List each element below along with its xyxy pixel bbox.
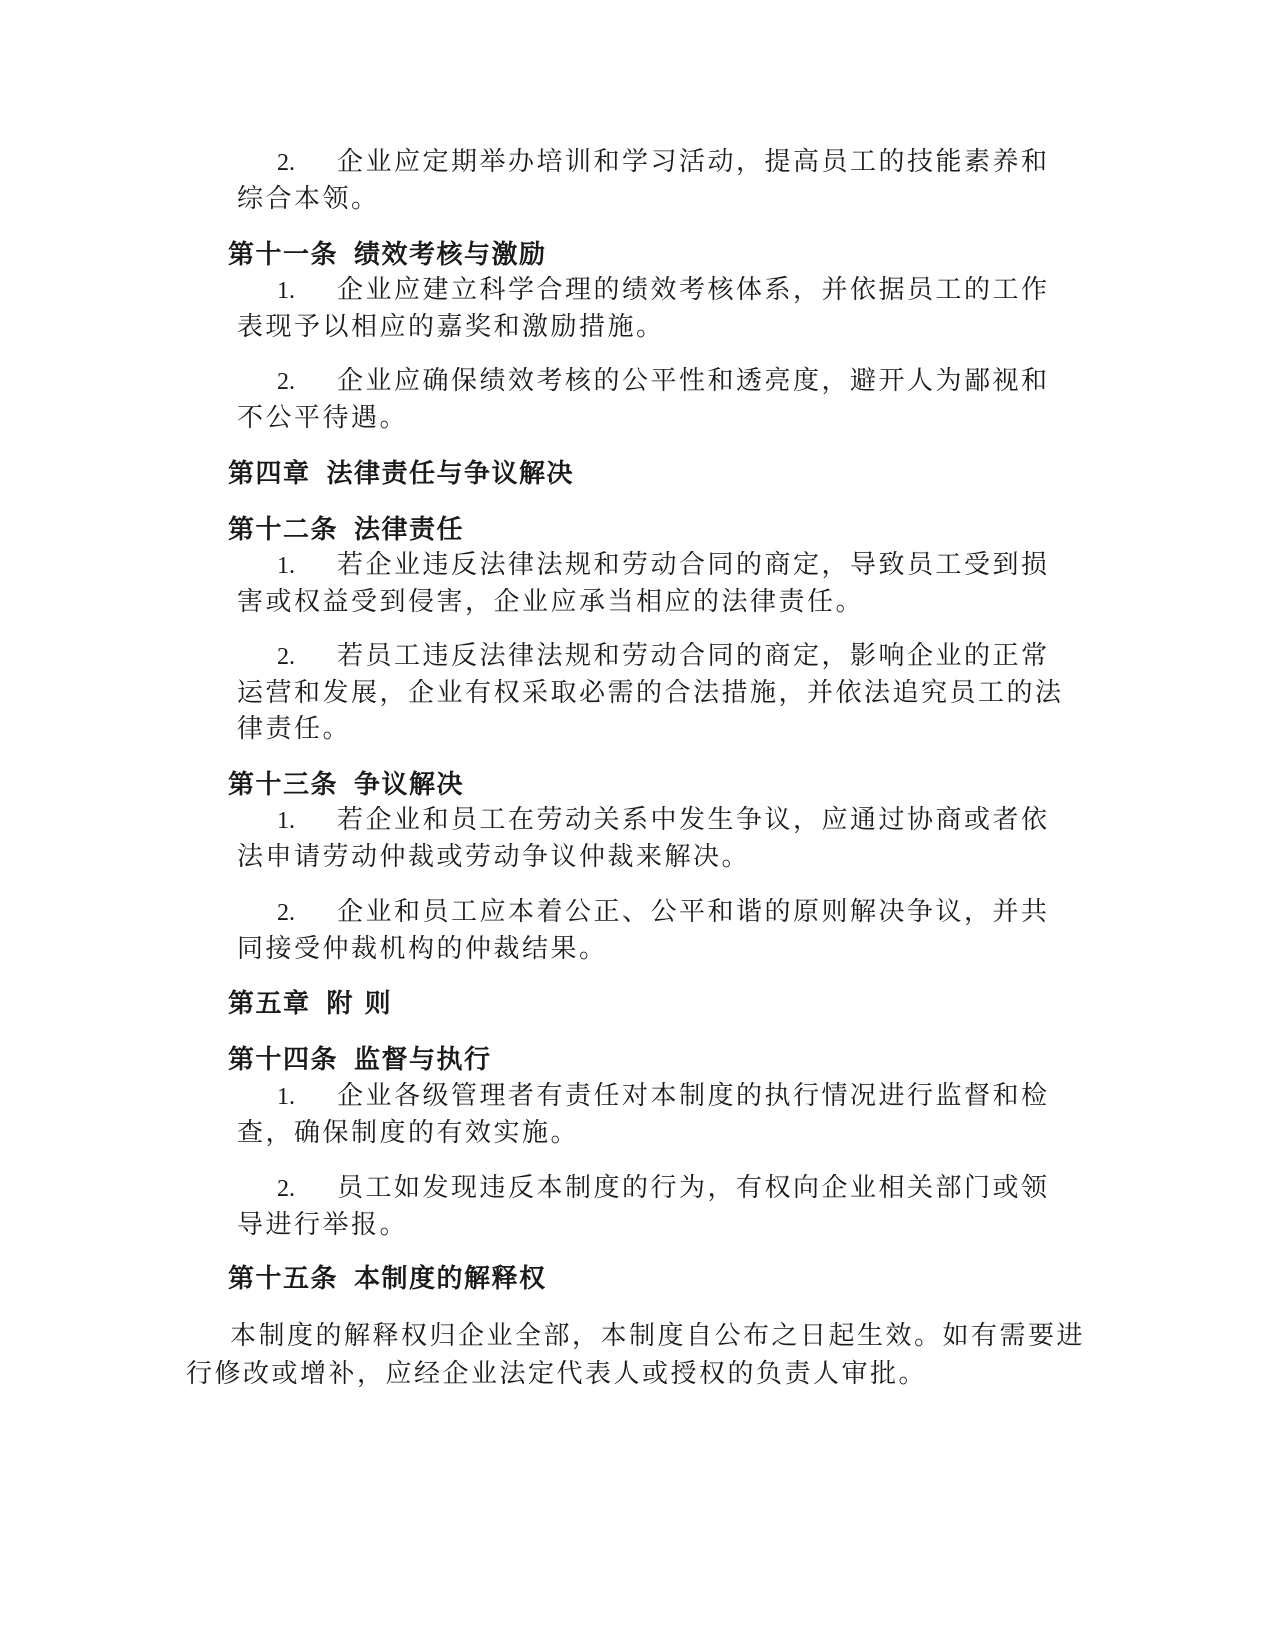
heading-label: 第十三条 xyxy=(228,770,339,800)
list-item-liability-2 xyxy=(237,638,1077,747)
item-text: 企业应确保绩效考核的公平性和透亮度，避开人为鄙视和不公平待遇。 xyxy=(237,366,1050,433)
item-text: 若企业违反法律法规和劳动合同的商定，导致员工受到损害或权益受到侵害，企业应承当相应的法律责任。 xyxy=(237,550,1050,617)
heading-label: 第十五条 xyxy=(228,1264,339,1294)
list-item-dispute-2 xyxy=(237,894,1077,967)
heading-title: 本制度的解释权 xyxy=(354,1264,547,1294)
item-number: 1. xyxy=(277,553,295,579)
heading-label: 第四章 xyxy=(228,459,311,489)
item-number: 1. xyxy=(277,278,295,304)
list-item-training-2 xyxy=(237,144,1077,217)
item-number: 2. xyxy=(277,369,295,395)
list-item-performance-1 xyxy=(237,272,1077,345)
item-number: 1. xyxy=(277,1084,295,1110)
item-number: 2. xyxy=(277,1176,295,1202)
item-text: 企业应建立科学合理的绩效考核体系，并依据员工的工作表现予以相应的嘉奖和激励措施。 xyxy=(237,275,1050,342)
list-item-supervision-2 xyxy=(237,1170,1077,1243)
list-item-dispute-1 xyxy=(237,802,1077,875)
item-number: 2. xyxy=(277,150,295,176)
heading-title: 法律责任 xyxy=(354,515,465,545)
heading-title: 监督与执行 xyxy=(354,1045,492,1075)
chapter-heading-4 xyxy=(228,456,574,492)
item-text: 若员工违反法律法规和劳动合同的商定，影响企业的正常运营和发展，企业有权采取必需的合法措施，并依法追究员工的法律责任。 xyxy=(237,641,1064,744)
heading-title: 附 则 xyxy=(326,989,393,1019)
article-heading-13 xyxy=(228,767,464,803)
list-item-liability-1 xyxy=(237,547,1077,620)
list-item-performance-2 xyxy=(237,363,1077,436)
article-heading-12 xyxy=(228,512,464,548)
item-number: 2. xyxy=(277,644,295,670)
chapter-heading-5 xyxy=(228,986,392,1022)
item-text: 员工如发现违反本制度的行为，有权向企业相关部门或领导进行举报。 xyxy=(237,1173,1050,1240)
item-number: 2. xyxy=(277,900,295,926)
item-text: 企业应定期举办培训和学习活动，提高员工的技能素养和综合本领。 xyxy=(237,147,1050,214)
heading-label: 第十一条 xyxy=(228,240,339,270)
article-heading-11 xyxy=(228,237,547,273)
article-heading-14 xyxy=(228,1042,492,1078)
item-text: 企业各级管理者有责任对本制度的执行情况进行监督和检查，确保制度的有效实施。 xyxy=(237,1081,1050,1148)
item-text: 若企业和员工在劳动关系中发生争议，应通过协商或者依法申请劳动仲裁或劳动争议仲裁来解决。 xyxy=(237,805,1050,872)
list-item-supervision-1 xyxy=(237,1078,1077,1151)
item-text: 企业和员工应本着公正、公平和谐的原则解决争议，并共同接受仲裁机构的仲裁结果。 xyxy=(237,897,1050,964)
heading-label: 第五章 xyxy=(228,989,311,1019)
heading-label: 第十四条 xyxy=(228,1045,339,1075)
article-heading-15 xyxy=(228,1261,547,1297)
heading-title: 争议解决 xyxy=(354,770,465,800)
heading-title: 绩效考核与激励 xyxy=(354,240,547,270)
item-number: 1. xyxy=(277,808,295,834)
heading-label: 第十二条 xyxy=(228,515,339,545)
closing-paragraph: 本制度的解释权归企业全部，本制度自公布之日起生效。如有需要进行修改或增补，应经企业法定代表人或授权的负责人审批。 xyxy=(186,1321,1086,1389)
heading-title: 法律责任与争议解决 xyxy=(326,459,575,489)
